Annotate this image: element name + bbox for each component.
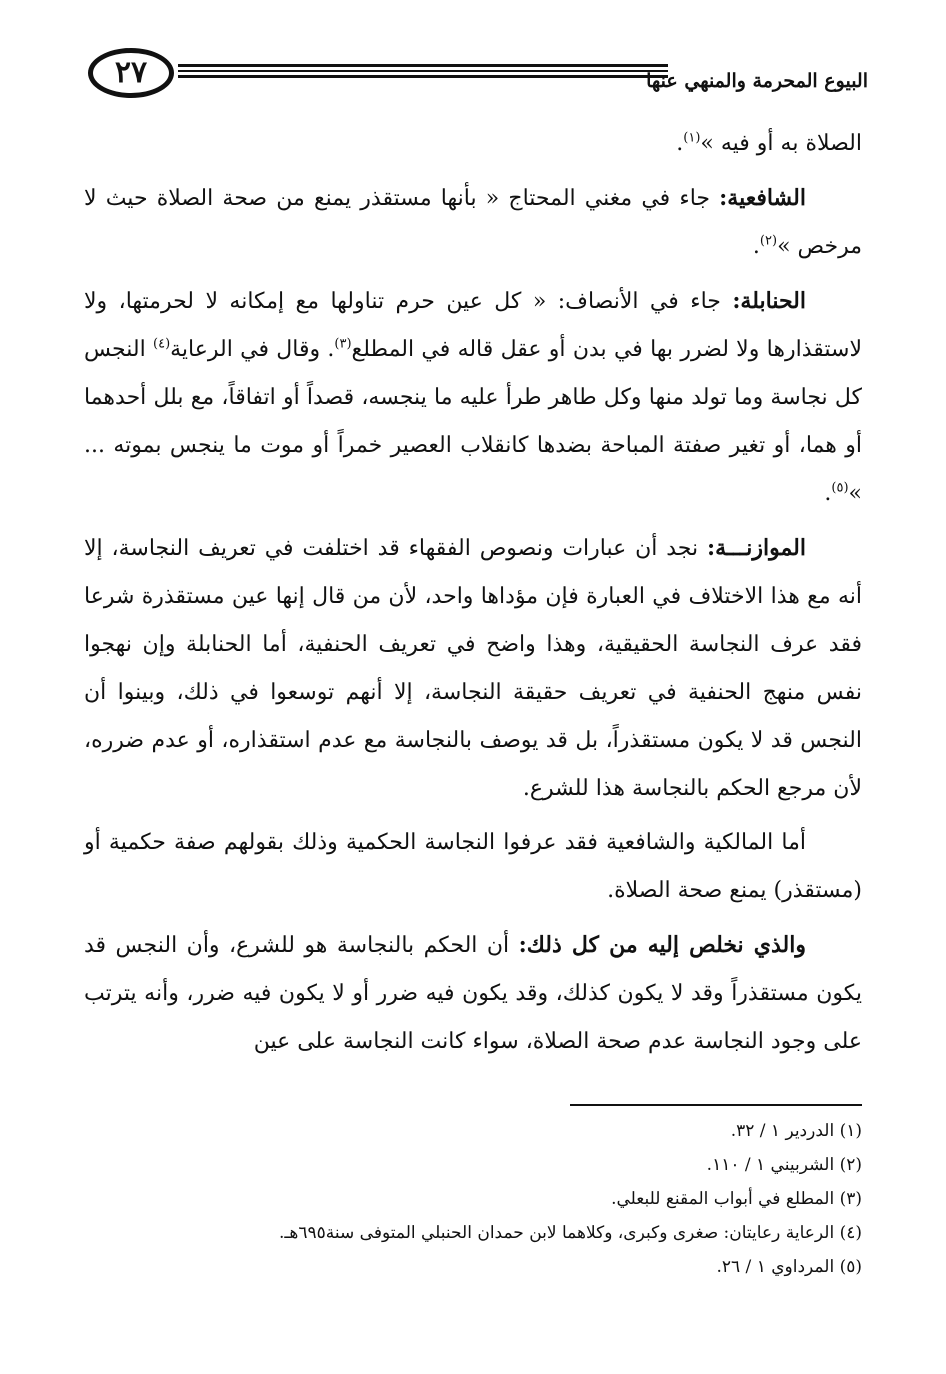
running-header bbox=[88, 40, 868, 110]
footnote-1: (١) الدردير ١ / ٣٢. bbox=[730, 1121, 862, 1141]
paragraph-shafiiya: الشافعية: جاء في مغني المحتاج « بأنها مستقذر يمنع من صحة الصلاة حيث لا مرخص »$^{(٢)}$. bbox=[84, 185, 862, 259]
term-shafiiya: الشافعية: bbox=[719, 185, 806, 211]
term-conclusion: والذي نخلص إليه من كل ذلك: bbox=[518, 932, 806, 958]
main-text bbox=[84, 120, 862, 1072]
paragraph-malikiya: أما المالكية والشافعية فقد عرفوا النجاسة الحكمية وذلك بقولهم صفة حكمية أو (مستقذر) يمنع صحة الصلاة. bbox=[84, 830, 862, 903]
term-hanabila: الحنابلة: bbox=[732, 288, 806, 314]
footnote-ref-1: (١) bbox=[683, 130, 701, 146]
footnote-3: (٣) المطلع في أبواب المقنع للبعلي. bbox=[611, 1189, 862, 1209]
footnote-ref-2: (٢) bbox=[759, 233, 778, 249]
paragraph-conclusion: والذي نخلص إليه من كل ذلك: أن الحكم بالنجاسة هو للشرع، وأن النجس قد يكون مستقذراً وقد لا يكون كذلك، وقد يكون فيه ضرر أو لا يكون فيه ضرر، وأنه يترتب على وجود النجاسة عدم صحة الصلاة، سواء كانت النجاسة على عين bbox=[84, 932, 862, 1054]
footnote-5: (٥) المرداوي ١ / ٢٦. bbox=[716, 1257, 862, 1277]
page-number-oval bbox=[88, 48, 174, 98]
paragraph-1: الصلاة به أو فيه »$^{(١)}$. bbox=[676, 130, 862, 156]
header-rule bbox=[178, 64, 668, 78]
footnote-separator bbox=[570, 1104, 862, 1106]
running-title: البيوع المحرمة والمنهي عنها bbox=[646, 70, 868, 92]
footnote-ref-5: (٥) bbox=[831, 480, 849, 496]
footnote-ref-3: (٣) bbox=[334, 336, 352, 352]
footnotes bbox=[84, 1114, 862, 1284]
page-number: ٢٧ bbox=[114, 55, 148, 90]
paragraph-hanabila: الحنابلة: جاء في الأنصاف: « كل عين حرم تناولها مع إمكانه لا لحرمتها، ولا لاستقذارها ولا لضرر بها في بدن أو عقل قاله في المطلع$^{(٣)}$. وقال في الرعاية$^{(٤)}$ النجس كل نجاسة وما تولد منها وكل طاهر طرأ عليه ما ينجسه، قصداً أو اتفاقاً، مع بلل أحدهما أو هما، أو تغير صفتة المباحة بضدها كانقلاب العصير خمراً أو موت ما ينجس بموته ... »$^{(٥)}$. bbox=[84, 288, 862, 506]
footnote-2: (٢) الشربيني ١ / ١١٠. bbox=[706, 1155, 862, 1175]
paragraph-muwazana: الموازنـــة: نجد أن عبارات ونصوص الفقهاء قد اختلفت في تعريف النجاسة، إلا أنه مع هذا الاختلاف في العبارة فإن مؤداها واحد، لأن من قال إنها عين مستقذرة شرعا فقد عرف النجاسة الحقيقية، وهذا واضح في تعريف الحنفية، أما الحنابلة وإن نهجوا نفس منهج الحنفية في تعريف حقيقة النجاسة، إلا أنهم توسعوا في ذلك، وبينوا أن النجس قد لا يكون مستقذراً، بل قد يوصف بالنجاسة مع عدم استقذاره، أو عدم ضرره، لأن مرجع الحكم بالنجاسة هذا للشرع. bbox=[84, 535, 862, 801]
term-muwazana: الموازنـــة: bbox=[706, 535, 806, 561]
footnote-4: (٤) الرعاية رعايتان: صغرى وكبرى، وكلاهما لابن حمدان الحنبلي المتوفى سنة٦٩٥هـ. bbox=[279, 1223, 862, 1243]
footnote-ref-4: (٤) bbox=[153, 336, 171, 352]
